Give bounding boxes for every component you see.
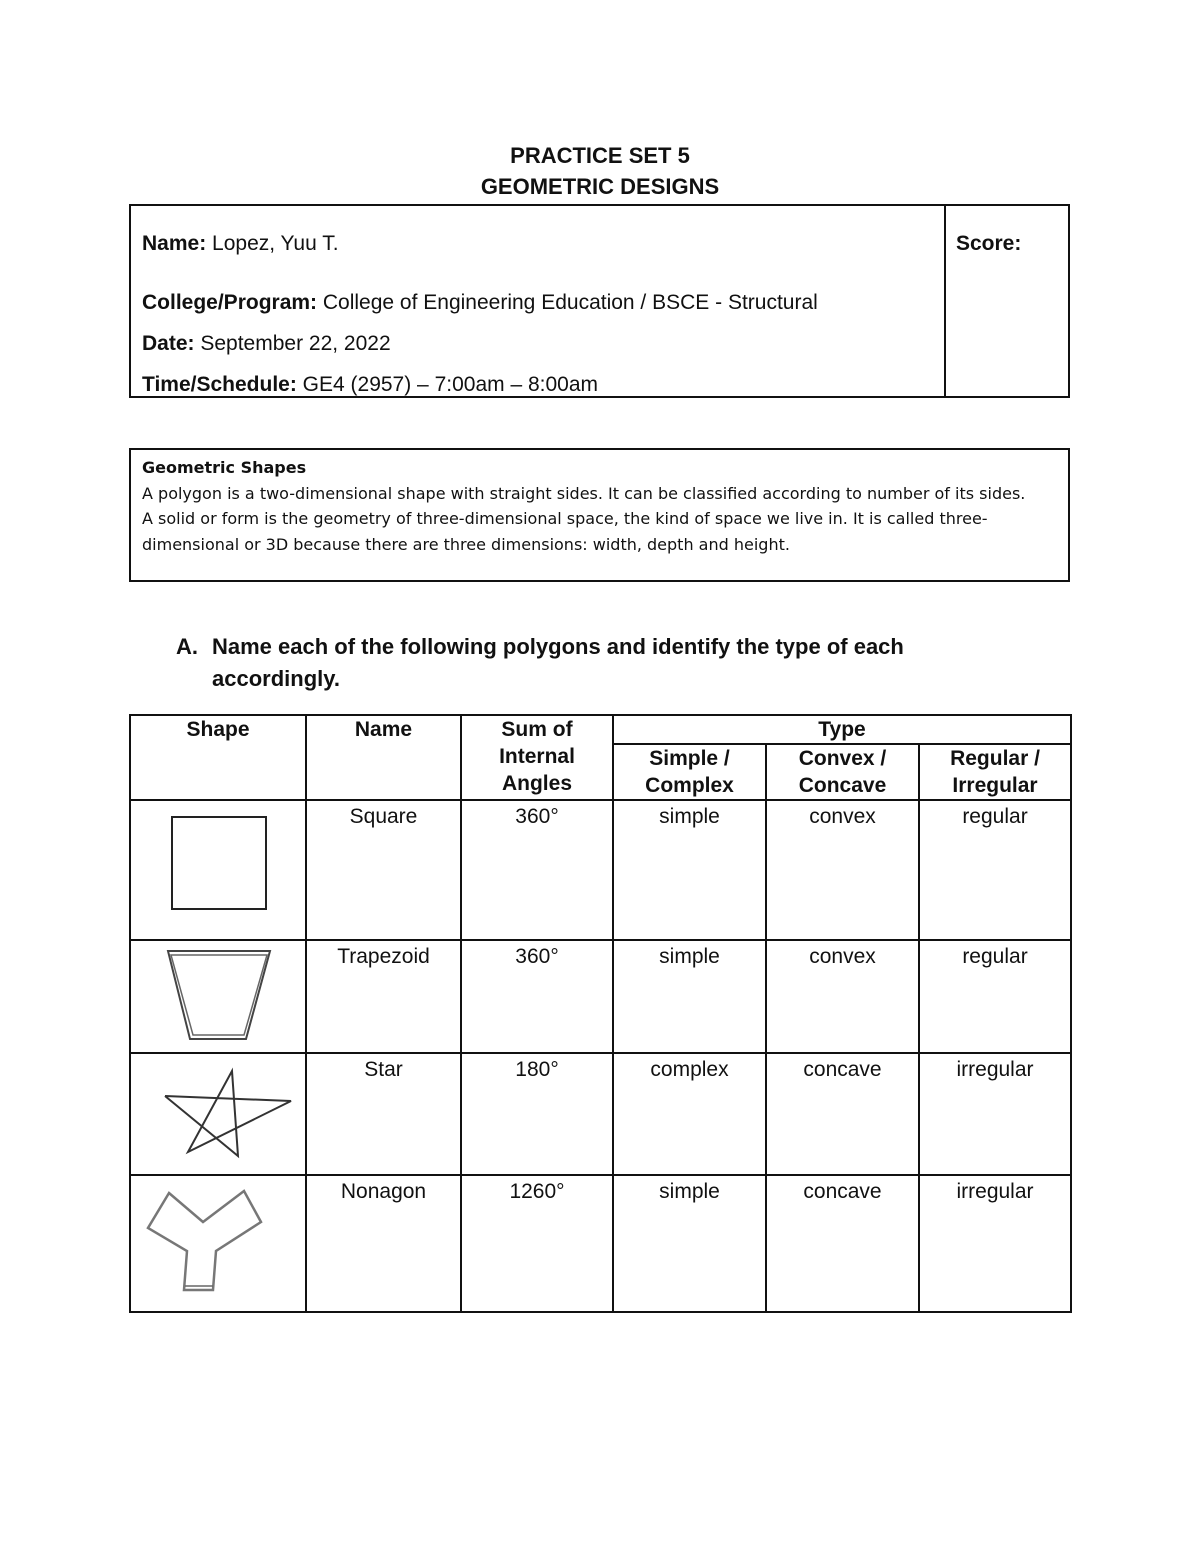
row-simple: simple: [613, 940, 766, 1053]
name-label: Name:: [142, 232, 207, 255]
schedule-label: Time/Schedule:: [142, 373, 297, 396]
row-convex: concave: [766, 1053, 919, 1175]
square-icon: [158, 803, 278, 913]
row-regular: irregular: [919, 1053, 1071, 1175]
row-simple: complex: [613, 1053, 766, 1175]
star-icon: [143, 1056, 293, 1168]
name-value: Lopez, Yuu T.: [206, 232, 339, 255]
geometric-shapes-note: [129, 448, 1070, 582]
table-row: [130, 940, 1071, 1053]
header-type: Type: [613, 715, 1071, 744]
page-subtitle: GEOMETRIC DESIGNS: [480, 174, 720, 199]
name-line: [142, 232, 339, 256]
score-label: Score:: [956, 232, 1022, 255]
header-sum-of-angles: Sum of Internal Angles: [461, 715, 613, 800]
shape-cell: [130, 1175, 306, 1312]
date-value: September 22, 2022: [194, 332, 391, 355]
row-name: Trapezoid: [306, 940, 461, 1053]
nonagon-icon: [143, 1178, 293, 1306]
date-label: Date:: [142, 332, 195, 355]
row-regular: regular: [919, 940, 1071, 1053]
page-title: PRACTICE SET 5: [510, 143, 690, 168]
row-sum: 360°: [461, 800, 613, 940]
row-regular: irregular: [919, 1175, 1071, 1312]
college-line: [142, 291, 818, 315]
row-convex: convex: [766, 940, 919, 1053]
row-name: Square: [306, 800, 461, 940]
section-a-text: Name each of the following polygons and identify the type of each accordingly.: [212, 634, 904, 691]
shape-cell: [130, 1053, 306, 1175]
table-row: [130, 1175, 1071, 1312]
row-sum: 360°: [461, 940, 613, 1053]
row-regular: regular: [919, 800, 1071, 940]
row-sum: 1260°: [461, 1175, 613, 1312]
shape-cell: [130, 800, 306, 940]
polygon-table: [129, 714, 1072, 1313]
table-row: [130, 1053, 1071, 1175]
header-shape: Shape: [130, 715, 306, 800]
note-polygon-definition: A polygon is a two-dimensional shape with straight sides. It can be classified according to number of its sides.: [142, 483, 1026, 503]
row-name: Star: [306, 1053, 461, 1175]
note-title: Geometric Shapes: [142, 458, 307, 477]
header-simple-complex: Simple / Complex: [613, 744, 766, 800]
section-a-number: A.: [176, 634, 198, 659]
college-value: College of Engineering Education / BSCE - Structural: [317, 291, 818, 314]
note-solid-definition: A solid or form is the geometry of three-dimensional space, the kind of space we live in. It is called three-dimensional or 3D because there are three dimensions: width, depth and height.: [142, 509, 988, 554]
header-regular-irregular: Regular / Irregular: [919, 744, 1071, 800]
row-sum: 180°: [461, 1053, 613, 1175]
schedule-line: [142, 373, 598, 397]
schedule-value: GE4 (2957) – 7:00am – 8:00am: [296, 373, 599, 396]
header-name: Name: [306, 715, 461, 800]
row-convex: concave: [766, 1175, 919, 1312]
score-divider: [944, 206, 946, 396]
row-simple: simple: [613, 1175, 766, 1312]
date-line: [142, 332, 391, 356]
trapezoid-icon: [158, 943, 278, 1043]
shape-cell: [130, 940, 306, 1053]
row-name: Nonagon: [306, 1175, 461, 1312]
row-simple: simple: [613, 800, 766, 940]
table-row: [130, 800, 1071, 940]
row-convex: convex: [766, 800, 919, 940]
header-convex-concave: Convex / Concave: [766, 744, 919, 800]
college-label: College/Program:: [142, 291, 318, 314]
student-info-box: [129, 204, 1070, 398]
